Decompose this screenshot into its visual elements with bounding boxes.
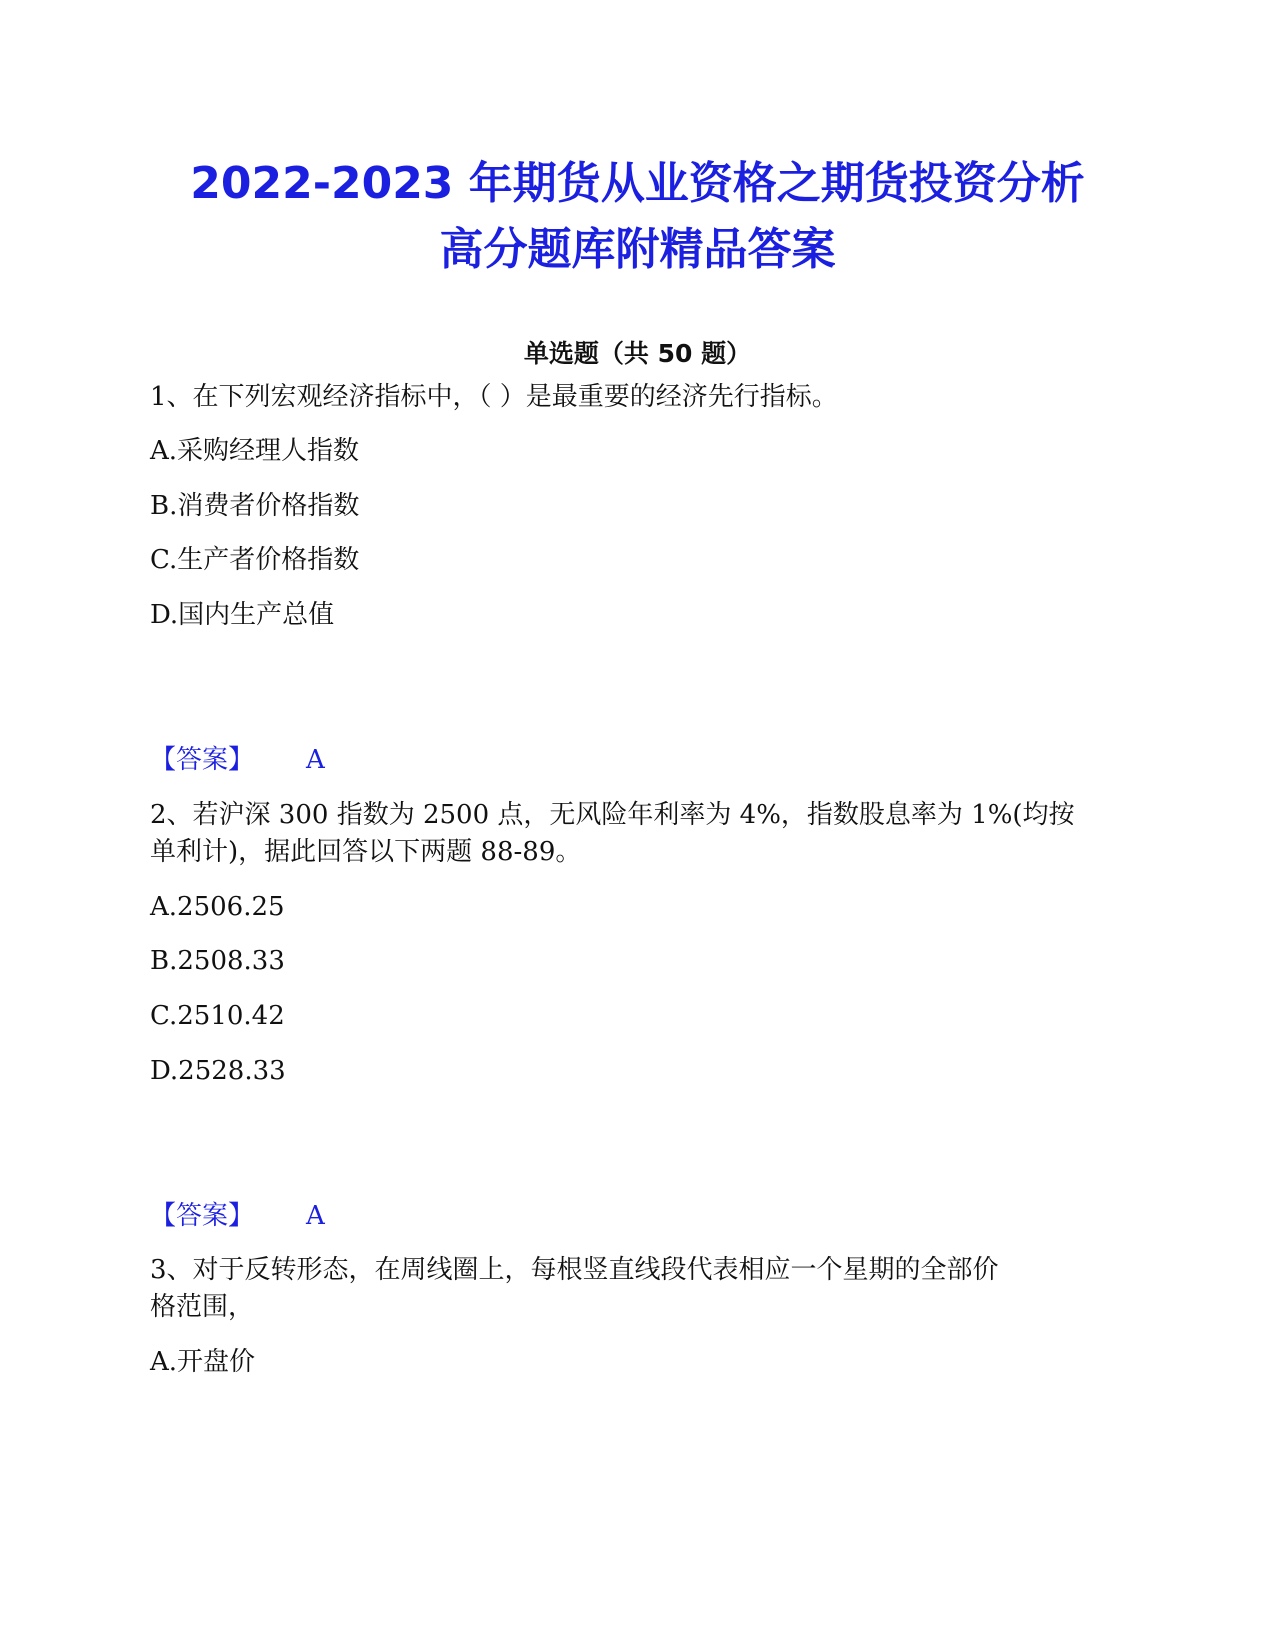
answer-value: A [306,745,325,775]
section-heading: 单选题（共 50 题） [523,339,752,368]
answer-label: 【答案】 [150,1201,255,1231]
question-2-option-c: C.2510.42 [150,1001,285,1031]
question-2-stem-line2: 单利计)，据此回答以下两题 88-89。 [150,837,582,867]
question-3-stem-line1: 3、对于反转形态，在周线圈上，每根竖直线段代表相应一个星期的全部价 [150,1255,999,1285]
document-title-line1: 2022-2023 年期货从业资格之期货投资分析 [190,158,1085,209]
question-2-stem-line1: 2、若沪深 300 指数为 2500 点，无风险年利率为 4%，指数股息率为 1%(均按 [150,800,1075,830]
answer-label: 【答案】 [150,745,255,775]
question-2-option-d: D.2528.33 [150,1056,286,1086]
question-1-stem: 1、在下列宏观经济指标中，（ ）是最重要的经济先行指标。 [150,382,838,412]
question-1-option-d: D.国内生产总值 [150,600,335,630]
question-1-option-a: A.采购经理人指数 [150,436,360,466]
question-1-answer [150,740,325,780]
question-2-option-b: B.2508.33 [150,946,285,976]
question-3-stem-line2: 格范围， [150,1292,255,1322]
question-1-option-c: C.生产者价格指数 [150,545,360,575]
document-title-line2: 高分题库附精品答案 [439,224,836,275]
question-3-option-a: A.开盘价 [150,1347,256,1377]
question-2-answer [150,1196,325,1236]
question-2-option-a: A.2506.25 [150,892,285,922]
answer-value: A [306,1201,325,1231]
question-1-option-b: B.消费者价格指数 [150,491,360,521]
